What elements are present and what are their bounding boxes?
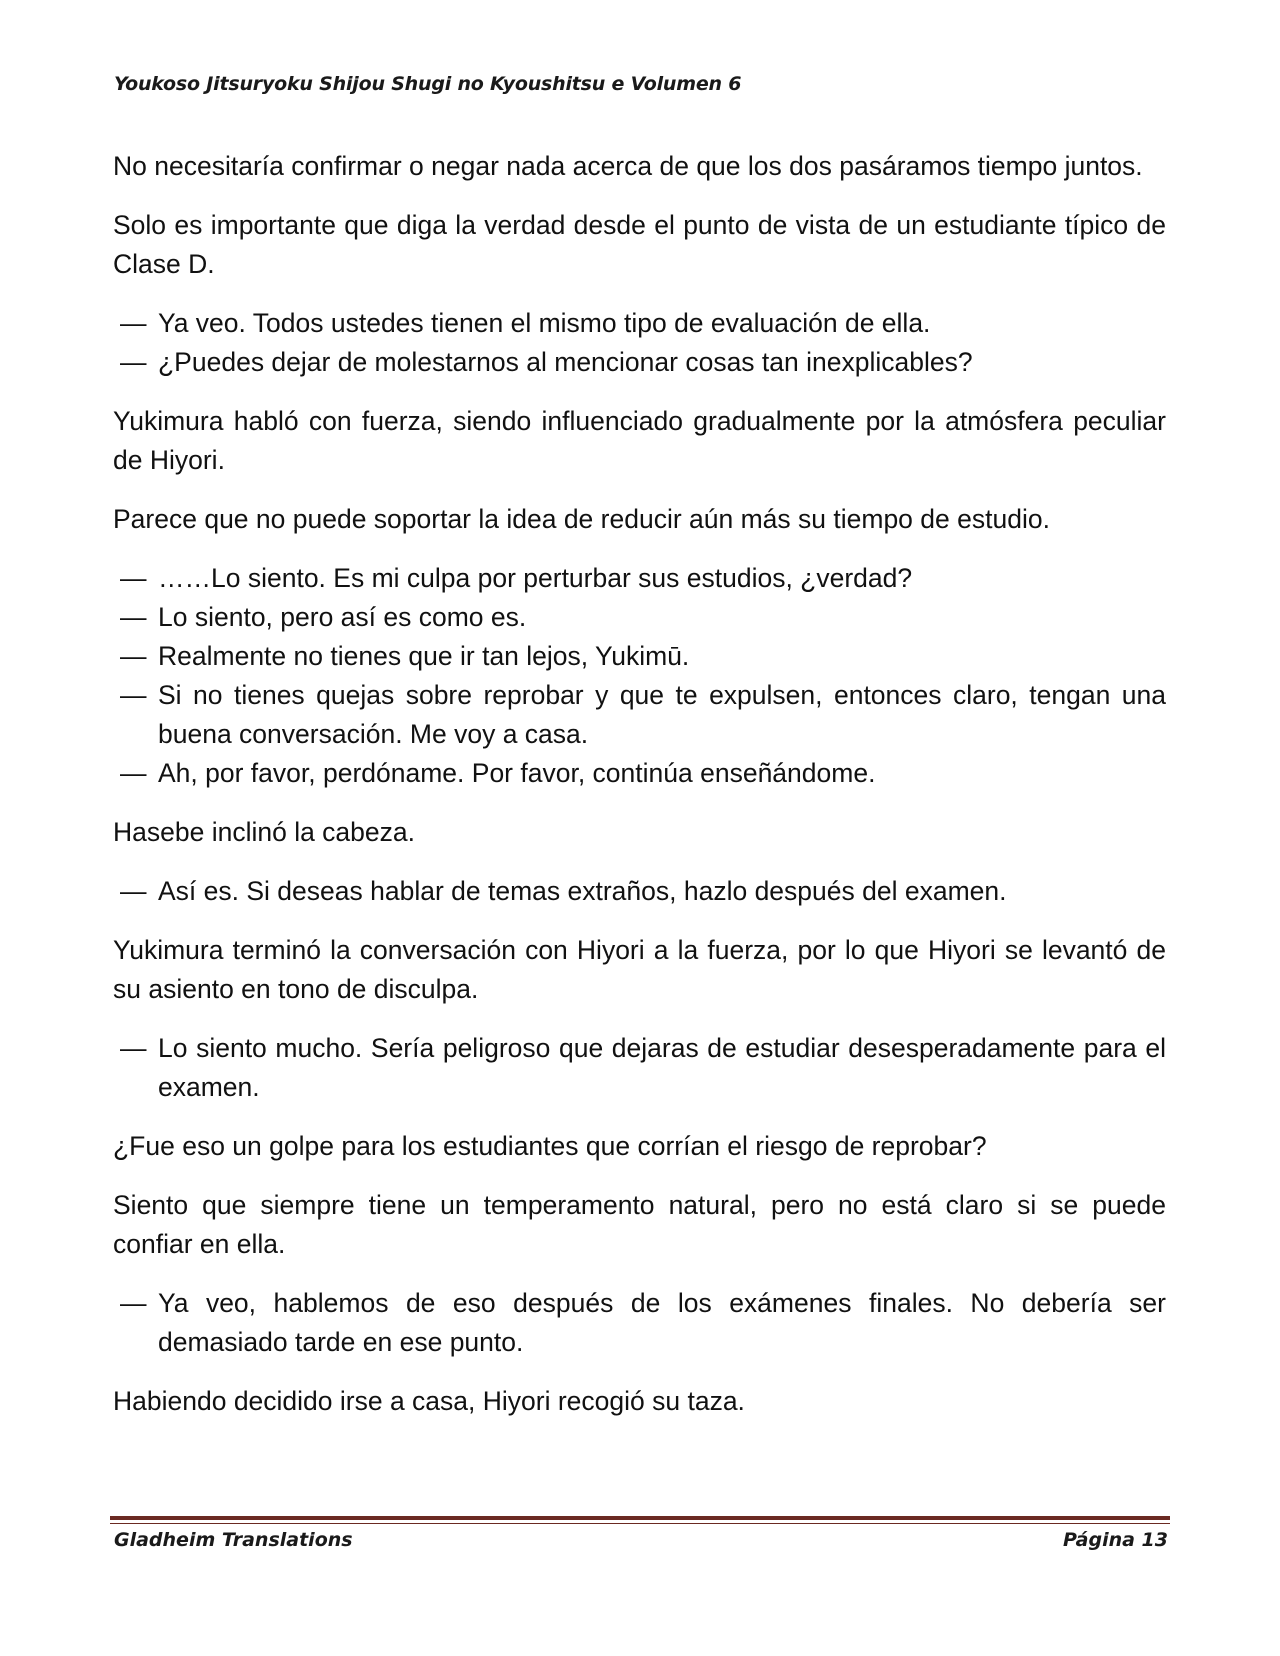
paragraph: Solo es importante que diga la verdad desde el punto de vista de un estudiante típico de Clase D.	[113, 210, 1166, 279]
page-body	[113, 147, 1166, 1441]
dialogue-dash: —	[120, 1288, 147, 1318]
paragraph: Yukimura terminó la conversación con Hiyori a la fuerza, por lo que Hiyori se levantó de su asiento en tono de disculpa.	[113, 935, 1166, 1004]
dialogue-line: — ……Lo siento. Es mi culpa por perturbar sus estudios, ¿verdad?	[113, 559, 1166, 598]
paragraph: No necesitaría confirmar o negar nada acerca de que los dos pasáramos tiempo juntos.	[113, 151, 1143, 181]
dialogue-line: — Así es. Si deseas hablar de temas extraños, hazlo después del examen.	[113, 872, 1166, 911]
dialogue-dash: —	[120, 563, 147, 593]
dialogue-block	[113, 559, 1166, 793]
dialogue-line: — Lo siento, pero así es como es.	[113, 598, 1166, 637]
dialogue-line: — Si no tienes quejas sobre reprobar y que te expulsen, entonces claro, tengan una buena conversación. Me voy a casa.	[113, 676, 1166, 754]
footer-credit: Gladheim Translations	[114, 1529, 353, 1551]
dialogue-line: — Ah, por favor, perdóname. Por favor, continúa enseñándome.	[113, 754, 1166, 793]
dialogue-dash: —	[120, 641, 147, 671]
dialogue-dash: —	[120, 758, 147, 788]
paragraph: Siento que siempre tiene un temperamento natural, pero no está claro si se puede confiar en ella.	[113, 1190, 1166, 1259]
dialogue-line: — Lo siento mucho. Sería peligroso que dejaras de estudiar desesperadamente para el examen.	[113, 1029, 1166, 1107]
dialogue-line: — Ya veo, hablemos de eso después de los exámenes finales. No debería ser demasiado tarde en ese punto.	[113, 1284, 1166, 1362]
page-number: Página 13	[1062, 1529, 1168, 1551]
dialogue-dash: —	[120, 1033, 147, 1063]
dialogue-block	[113, 304, 1166, 382]
dialogue-dash: —	[120, 308, 147, 338]
dialogue-block	[113, 1284, 1166, 1362]
dialogue-dash: —	[120, 680, 147, 710]
dialogue-line: — Realmente no tienes que ir tan lejos, Yukimū.	[113, 637, 1166, 676]
dialogue-block	[113, 872, 1166, 911]
dialogue-block	[113, 1029, 1166, 1107]
footer-rule-thin	[110, 1523, 1170, 1524]
paragraph: Habiendo decidido irse a casa, Hiyori recogió su taza.	[113, 1386, 745, 1416]
dialogue-dash: —	[120, 602, 147, 632]
footer-rule	[110, 1516, 1170, 1520]
dialogue-line: — ¿Puedes dejar de molestarnos al mencionar cosas tan inexplicables?	[113, 343, 1166, 382]
paragraph: Yukimura habló con fuerza, siendo influenciado gradualmente por la atmósfera peculiar de Hiyori.	[113, 406, 1166, 475]
paragraph: Parece que no puede soportar la idea de reducir aún más su tiempo de estudio.	[113, 504, 1050, 534]
dialogue-dash: —	[120, 347, 147, 377]
paragraph: ¿Fue eso un golpe para los estudiantes que corrían el riesgo de reprobar?	[113, 1131, 987, 1161]
dialogue-dash: —	[120, 876, 147, 906]
paragraph: Hasebe inclinó la cabeza.	[113, 817, 415, 847]
running-header: Youkoso Jitsuryoku Shijou Shugi no Kyoushitsu e Volumen 6	[114, 73, 742, 95]
dialogue-line: — Ya veo. Todos ustedes tienen el mismo tipo de evaluación de ella.	[113, 304, 1166, 343]
